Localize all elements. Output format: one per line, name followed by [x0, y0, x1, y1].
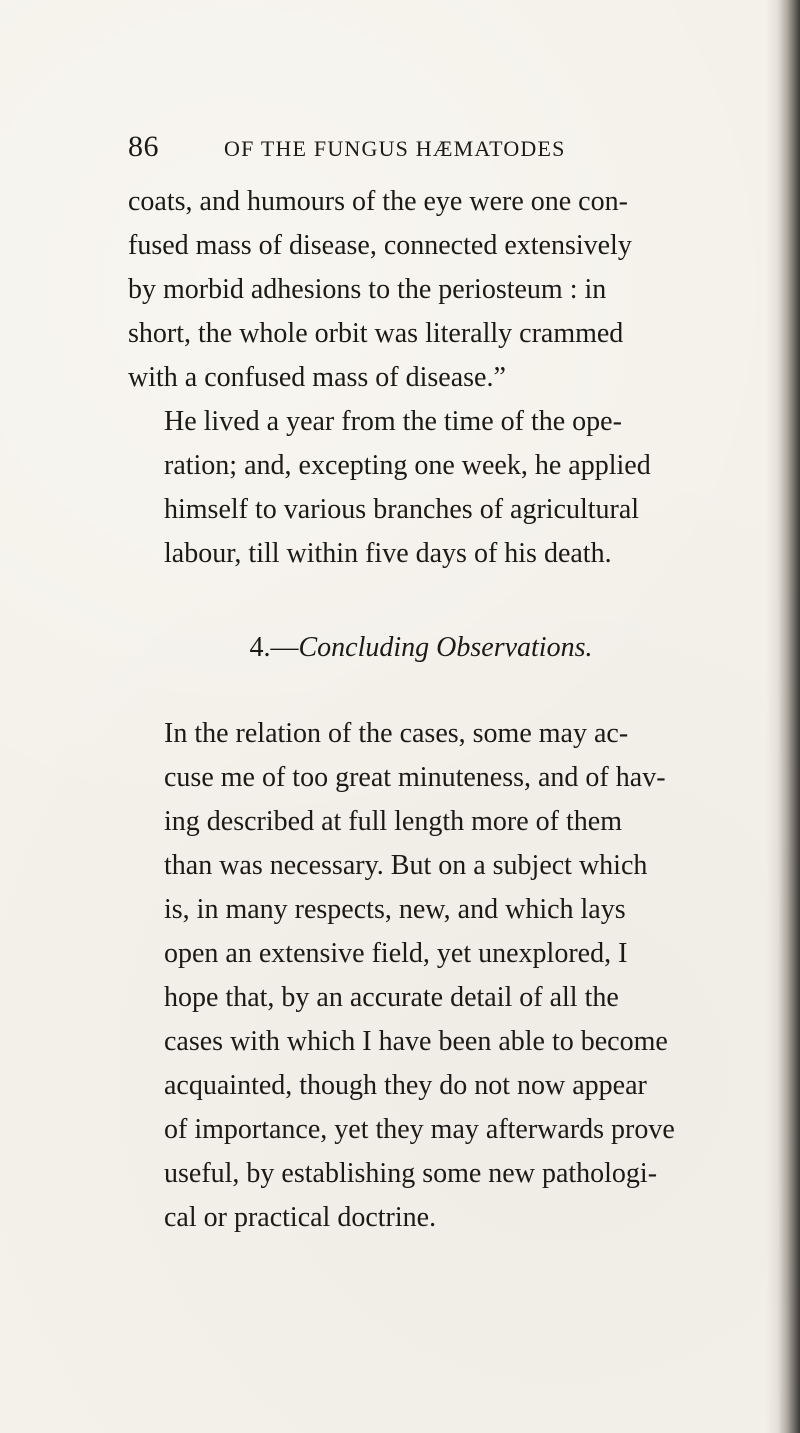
text-line: with a confused mass of disease.” — [128, 362, 506, 393]
section-title: Concluding Observations. — [298, 632, 593, 663]
running-head: OF THE FUNGUS HÆMATODES — [224, 136, 566, 161]
text-line: ration; and, excepting one week, he applied — [164, 450, 651, 481]
page-header — [0, 130, 800, 170]
text-line: is, in many respects, new, and which lays — [164, 894, 626, 925]
text-line: cal or practical doctrine. — [164, 1202, 437, 1233]
text-line: himself to various branches of agricultural — [164, 494, 640, 525]
section-number: 4.— — [249, 632, 299, 663]
page-body — [128, 180, 714, 1240]
page-number: 86 — [128, 130, 159, 163]
text-line: acquainted, though they do not now appear — [164, 1070, 647, 1101]
text-line: ing described at full length more of them — [164, 806, 622, 837]
paragraph-continuation — [128, 180, 714, 400]
page-edge-shadow — [766, 0, 800, 1433]
text-line: of importance, yet they may afterwards prove — [164, 1114, 675, 1145]
text-line: short, the whole orbit was literally crammed — [128, 318, 624, 349]
text-line: useful, by establishing some new pathologi- — [164, 1158, 658, 1189]
text-line: than was necessary. But on a subject which — [164, 850, 648, 881]
paragraph-relation-of-cases — [128, 712, 714, 1240]
paragraph-he-lived — [128, 400, 714, 576]
text-line: In the relation of the cases, some may ac- — [164, 718, 629, 749]
text-line: open an extensive field, yet unexplored, I — [164, 938, 628, 969]
text-line: He lived a year from the time of the ope- — [164, 406, 622, 437]
text-line: coats, and humours of the eye were one con- — [128, 186, 628, 217]
text-line: cuse me of too great minuteness, and of hav- — [164, 762, 666, 793]
text-line: fused mass of disease, connected extensively — [128, 230, 632, 261]
text-line: cases with which I have been able to become — [164, 1026, 668, 1057]
text-line: by morbid adhesions to the periosteum : in — [128, 274, 607, 305]
text-line: labour, till within five days of his death. — [164, 538, 612, 569]
text-line: hope that, by an accurate detail of all the — [164, 982, 619, 1013]
section-heading — [128, 626, 714, 670]
